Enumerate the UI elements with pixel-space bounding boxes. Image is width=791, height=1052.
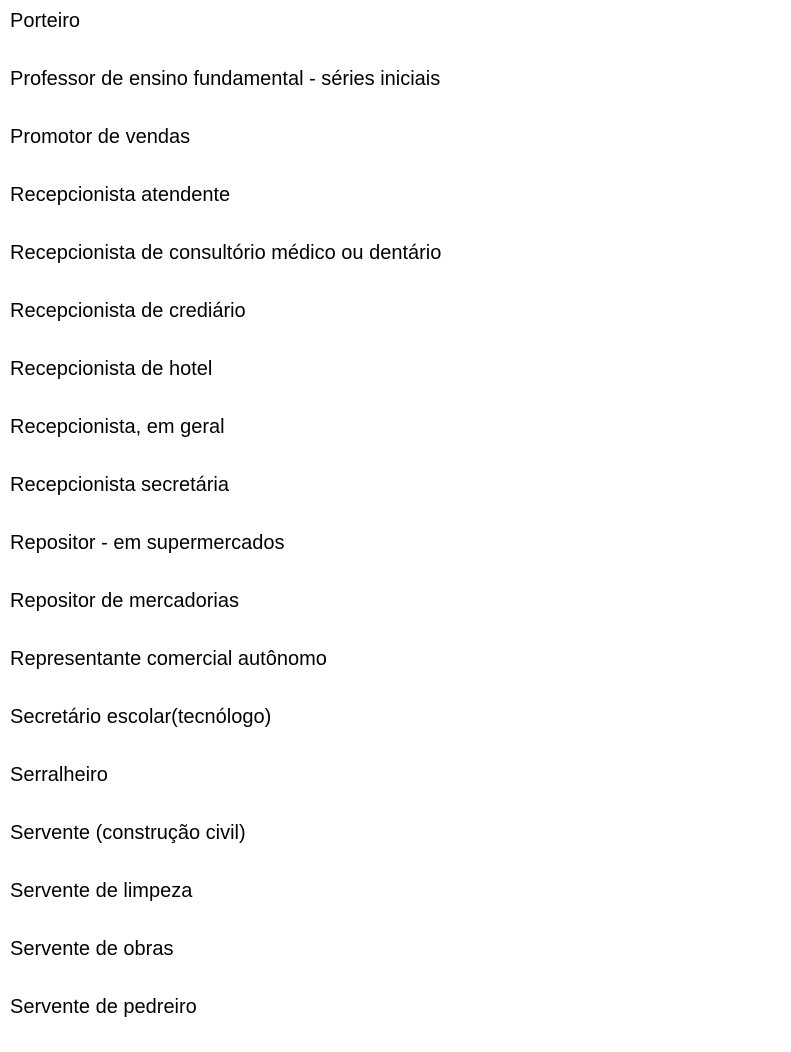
list-item: Serralheiro [10, 764, 108, 786]
list-item: Porteiro [10, 10, 81, 32]
list-item: Servente de limpeza [10, 880, 193, 902]
occupation-list [10, 8, 441, 1052]
list-item: Professor de ensino fundamental - séries iniciais [10, 68, 441, 90]
list-item: Recepcionista atendente [10, 184, 231, 206]
list-item: Recepcionista de crediário [10, 300, 246, 322]
list-item: Recepcionista, em geral [10, 416, 225, 438]
list-item: Secretário escolar(tecnólogo) [10, 706, 272, 728]
list-item: Repositor - em supermercados [10, 532, 285, 554]
list-item: Promotor de vendas [10, 126, 191, 148]
list-item: Recepcionista secretária [10, 474, 229, 496]
list-item: Servente (construção civil) [10, 822, 246, 844]
list-item: Repositor de mercadorias [10, 590, 239, 612]
list-item: Servente de pedreiro [10, 996, 197, 1018]
list-item: Representante comercial autônomo [10, 648, 327, 670]
list-item: Recepcionista de hotel [10, 358, 213, 380]
list-item: Recepcionista de consultório médico ou dentário [10, 242, 442, 264]
list-item: Servente de obras [10, 938, 174, 960]
